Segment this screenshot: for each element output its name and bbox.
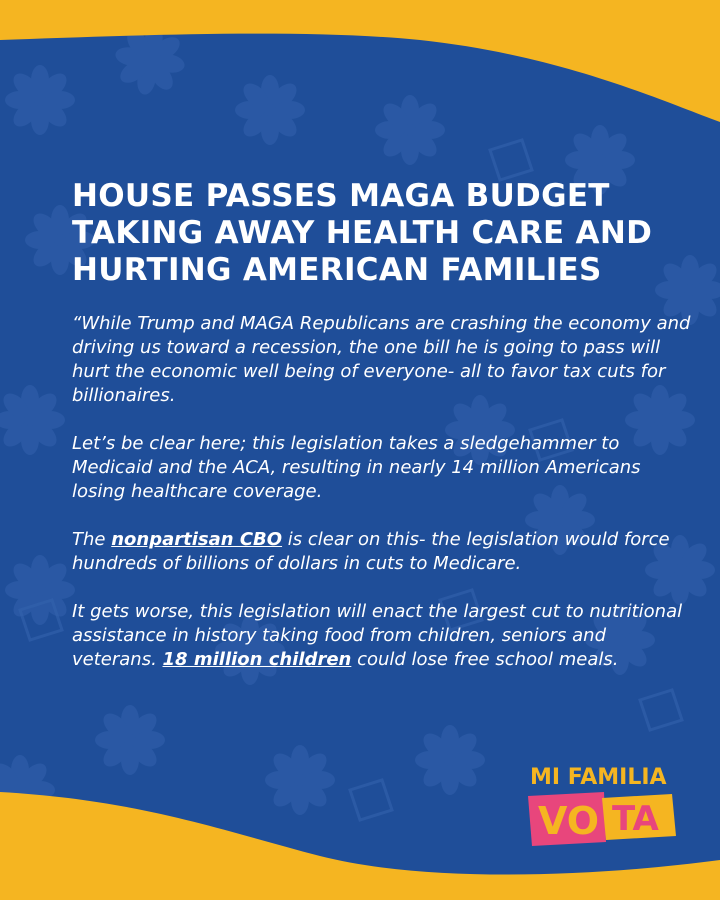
headline-line-3: HURTING AMERICAN FAMILIES [72,252,602,288]
cbo-link[interactable]: nonpartisan CBO [111,529,283,550]
logo-text-top: MI FAMILIA [530,765,667,790]
paragraph-1: “While Trump and MAGA Republicans are crashing the economy and driving us toward a recession, the one bill he is going to pass will hurt the economic well being of everyone- all to favor tax cuts for billionaires. [72,313,691,406]
paragraph-4 [72,600,692,672]
paragraph-4-lead: It gets worse, this legislation will enact the largest cut to nutritional assistance in history taking food from children, seniors and veterans. [72,601,683,670]
paragraph-4-tail: could lose free school meals. [351,649,619,670]
logo-text-vo: VO [538,799,600,843]
paragraph-3 [72,528,692,576]
paragraph-3-lead: The [72,529,112,550]
paragraph-2: Let’s be clear here; this legislation takes a sledgehammer to Medicaid and the ACA, resulting in nearly 14 million Americans losing healthcare coverage. [72,433,641,502]
top-wave [0,0,720,122]
statement-body [72,312,692,696]
headline [72,178,672,289]
headline-line-2: TAKING AWAY HEALTH CARE AND [72,215,653,251]
children-meals-link[interactable]: 18 million children [162,649,352,670]
mi-familia-vota-logo [526,762,686,848]
logo-text-ta: TA [612,799,659,839]
paragraph-3-tail: is clear on this- the legislation would force hundreds of billions of dollars in cuts to Medicare. [72,529,670,574]
headline-line-1: HOUSE PASSES MAGA BUDGET [72,178,610,214]
